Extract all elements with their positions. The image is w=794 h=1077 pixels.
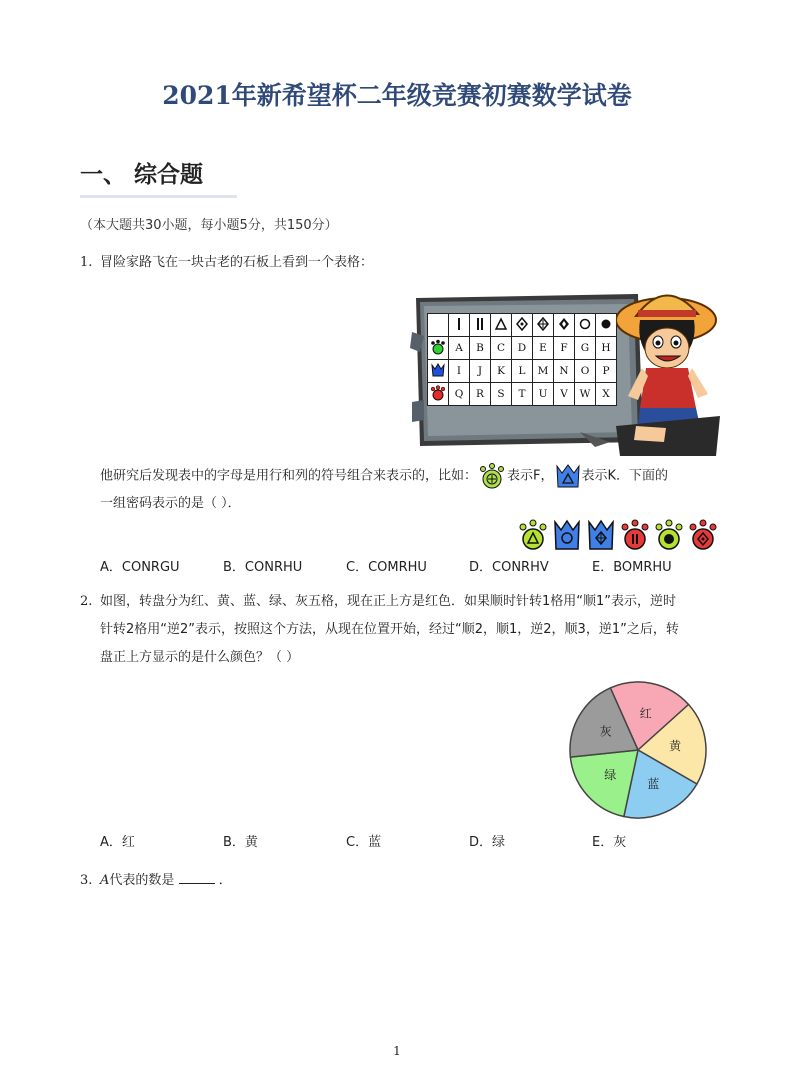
q1-number: 1. [80, 255, 93, 270]
table-cell: N [554, 360, 575, 383]
spinner-wheel [568, 680, 708, 820]
section-title: 一、 综合题 [80, 162, 204, 188]
q2-text-line3: 盘正上方显示的是什么颜色？（ ） [100, 650, 300, 665]
q1-explanation [100, 463, 668, 489]
wheel-label-gray: 灰 [599, 724, 612, 739]
q1-question: 一组密码表示的是（ ）． [100, 496, 241, 511]
document-title: 2021年新希望杯二年级竞赛初赛数学试卷 [162, 81, 632, 110]
q2-text-line2: 针转2格用“逆2”表示，按照这个方法，从现在位置开始，经过“顺2，顺1，逆2，顺3，逆1”之后，转 [100, 622, 679, 637]
q2-option-e[interactable]: E．灰 [592, 835, 627, 850]
q3-variable: A [100, 873, 110, 888]
q3-answer-blank[interactable] [179, 870, 215, 884]
q1-options [100, 556, 715, 575]
q1-option-a[interactable]: A．CONRGU [100, 560, 180, 575]
col-symbol-2 [470, 314, 491, 337]
circle-icon [579, 317, 591, 331]
example-symbol-k-icon [554, 463, 582, 489]
row-symbol-crown-blue [428, 360, 449, 383]
q2-stem-line1 [80, 592, 676, 612]
table-cell: V [554, 383, 575, 406]
table-cell: R [470, 383, 491, 406]
code-symbol-5-icon [654, 519, 684, 551]
green-paw-icon [430, 339, 446, 355]
q1-explanation-b: 表示F， [507, 468, 554, 484]
table-cell: E [533, 337, 554, 360]
cipher-table [427, 313, 617, 406]
q1-explanation-c: 表示K．下面的 [581, 468, 669, 484]
col-symbol-4 [512, 314, 533, 337]
table-cell: L [512, 360, 533, 383]
table-cell: X [596, 383, 617, 406]
wheel-label-blue: 蓝 [647, 777, 660, 792]
q1-text: 冒险家路飞在一块古老的石板上看到一个表格： [100, 255, 374, 270]
table-cell: I [449, 360, 470, 383]
wheel-label-green: 绿 [604, 768, 617, 783]
wheel-label-red: 红 [639, 706, 652, 721]
table-header-row [428, 314, 617, 337]
row-symbol-paw-green [428, 337, 449, 360]
diamond-filled-icon [558, 317, 570, 331]
q2-options [100, 831, 715, 850]
table-cell: C [491, 337, 512, 360]
section-underline [80, 195, 237, 198]
col-symbol-8 [596, 314, 617, 337]
double-bar-icon [474, 317, 486, 331]
table-cell: B [470, 337, 491, 360]
q2-text-line1: 如图，转盘分为红、黄、蓝、绿、灰五格，现在正上方是红色．如果顺时针转1格用“顺1”表示，逆时 [100, 594, 677, 609]
q1-option-c[interactable]: C．COMRHU [346, 560, 427, 575]
q2-number: 2. [80, 594, 93, 609]
blue-crown-icon [430, 362, 446, 378]
code-sequence [518, 519, 718, 551]
q1-option-b[interactable]: B．CONRHU [223, 560, 303, 575]
code-symbol-4-icon [620, 519, 650, 551]
table-cell: A [449, 337, 470, 360]
table-row-2 [428, 360, 617, 383]
table-cell: M [533, 360, 554, 383]
table-cell: Q [449, 383, 470, 406]
wheel-label-yellow: 黄 [669, 739, 682, 754]
section-note: （本大题共30小题，每小题5分，共150分） [80, 218, 338, 233]
q2-option-c[interactable]: C．蓝 [346, 835, 382, 850]
q1-explanation-a: 他研究后发现表中的字母是用行和列的符号组合来表示的，比如： [100, 468, 478, 484]
table-cell: G [575, 337, 596, 360]
table-cell: O [575, 360, 596, 383]
col-symbol-6 [554, 314, 575, 337]
q1-stem [80, 253, 373, 273]
diamond-cross-icon [537, 317, 549, 331]
q2-option-a[interactable]: A．红 [100, 835, 135, 850]
triangle-icon [495, 317, 507, 331]
page-number: 1 [393, 1044, 401, 1058]
table-cell: T [512, 383, 533, 406]
table-cell: H [596, 337, 617, 360]
table-row-3 [428, 383, 617, 406]
col-symbol-5 [533, 314, 554, 337]
q1-option-e[interactable]: E．BOMRHU [592, 560, 672, 575]
table-cell: S [491, 383, 512, 406]
col-symbol-7 [575, 314, 596, 337]
filled-circle-icon [600, 317, 612, 331]
code-symbol-2-icon [552, 519, 582, 551]
table-cell: P [596, 360, 617, 383]
q3-stem [80, 870, 232, 891]
q2-option-d[interactable]: D．绿 [469, 835, 506, 850]
table-cell: U [533, 383, 554, 406]
table-row-1 [428, 337, 617, 360]
q2-option-b[interactable]: B．黄 [223, 835, 258, 850]
example-symbol-f-icon [477, 463, 507, 489]
table-cell: D [512, 337, 533, 360]
q3-number: 3. [80, 873, 93, 888]
table-corner-cell [428, 314, 449, 337]
single-bar-icon [453, 317, 465, 331]
diamond-dot-icon [516, 317, 528, 331]
table-cell: J [470, 360, 491, 383]
code-symbol-1-icon [518, 519, 548, 551]
q3-end: ． [218, 873, 232, 888]
code-symbol-6-icon [688, 519, 718, 551]
table-cell: W [575, 383, 596, 406]
col-symbol-1 [449, 314, 470, 337]
row-symbol-paw-red [428, 383, 449, 406]
code-symbol-3-icon [586, 519, 616, 551]
cartoon-character-image [616, 276, 720, 456]
col-symbol-3 [491, 314, 512, 337]
table-cell: K [491, 360, 512, 383]
red-paw-icon [430, 385, 446, 401]
table-cell: F [554, 337, 575, 360]
q1-option-d[interactable]: D．CONRHV [469, 560, 549, 575]
q3-text: 代表的数是 [109, 873, 175, 888]
